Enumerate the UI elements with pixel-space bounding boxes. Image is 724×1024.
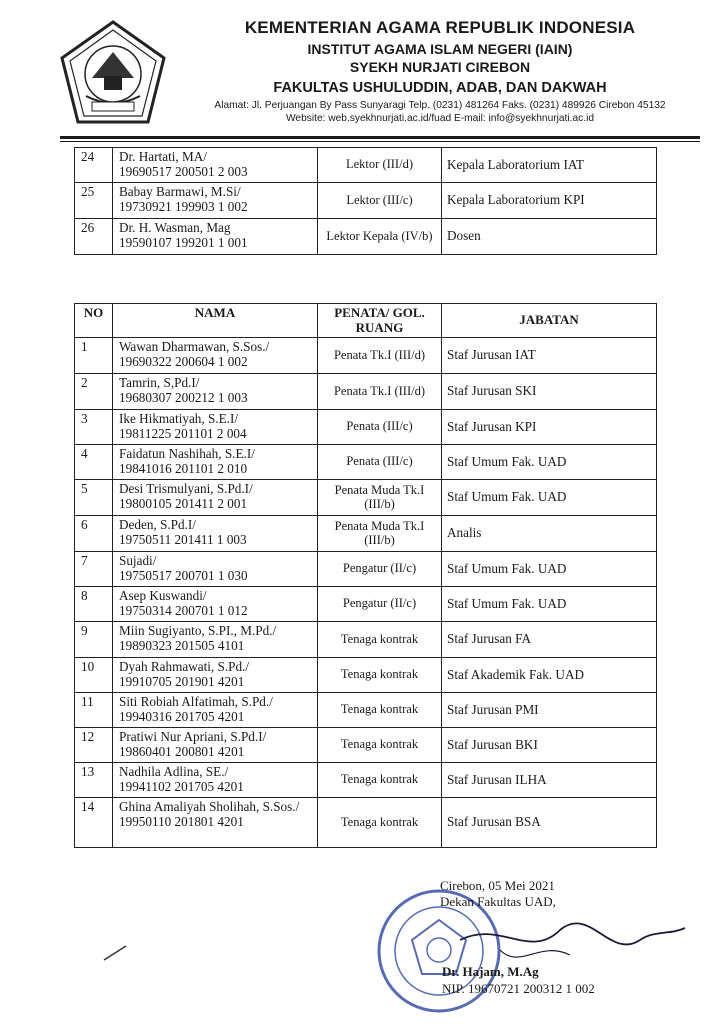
employee-nip: 19690517 200501 2 003: [119, 163, 248, 179]
header-no: NO: [75, 304, 113, 338]
table-row: [75, 516, 657, 552]
employee-name: Siti Robiah Alfatimah, S.Pd./: [119, 694, 273, 709]
row-name-cell: [113, 693, 318, 728]
position-cell: Analis: [442, 516, 657, 552]
table-row: [75, 338, 657, 374]
employee-nip: 19690322 200604 1 002: [119, 353, 248, 369]
table-row: [75, 763, 657, 798]
employee-nip: 19941102 201705 4201: [119, 778, 244, 794]
rank-cell: Penata Muda Tk.I (III/b): [318, 480, 442, 516]
rank-cell: Tenaga kontrak: [318, 798, 442, 848]
row-name-cell: [113, 622, 318, 658]
row-number: 8: [75, 587, 113, 622]
position-cell: Staf Jurusan IAT: [442, 338, 657, 374]
table-row: [75, 219, 657, 255]
rank-cell: Tenaga kontrak: [318, 728, 442, 763]
letterhead-divider: [60, 136, 700, 139]
row-name-cell: [113, 445, 318, 480]
signer-role: Dekan Fakultas UAD,: [440, 894, 556, 909]
rank-cell: Penata Tk.I (III/d): [318, 338, 442, 374]
header-rank: PENATA/ GOL. RUANG: [318, 304, 442, 338]
signer-nip: NIP. 19670721 200312 1 002: [442, 981, 595, 996]
employee-nip: 19890323 201505 4101: [119, 637, 245, 653]
row-number: 5: [75, 480, 113, 516]
signer-name: Dr. Hajam, M.Ag: [442, 964, 539, 979]
position-cell: Staf Jurusan KPI: [442, 410, 657, 445]
lecturer-table: [74, 147, 657, 255]
row-name-cell: [113, 658, 318, 693]
position-cell: Staf Jurusan PMI: [442, 693, 657, 728]
table-header-row: [75, 304, 657, 338]
employee-nip: 19811225 201101 2 004: [119, 425, 247, 441]
row-number: 26: [75, 219, 113, 255]
row-name-cell: [113, 219, 318, 255]
row-name-cell: [113, 183, 318, 219]
table-row: [75, 693, 657, 728]
row-name-cell: [113, 728, 318, 763]
employee-nip: 19590107 199201 1 001: [119, 234, 248, 250]
row-name-cell: [113, 480, 318, 516]
letterhead: [190, 18, 690, 125]
employee-nip: 19750517 200701 1 030: [119, 567, 248, 583]
employee-nip: 19860401 200801 4201: [119, 743, 245, 759]
table-row: [75, 410, 657, 445]
employee-name: Sujadi/: [119, 553, 157, 568]
employee-name: Nadhila Adlina, SE./: [119, 764, 229, 779]
employee-name: Tamrin, S,Pd.I/: [119, 375, 200, 390]
row-number: 1: [75, 338, 113, 374]
rank-cell: Lektor (III/c): [318, 183, 442, 219]
position-cell: Kepala Laboratorium IAT: [442, 148, 657, 183]
row-name-cell: [113, 798, 318, 848]
row-number: 11: [75, 693, 113, 728]
employee-nip: 19910705 201901 4201: [119, 673, 245, 689]
position-cell: Staf Jurusan FA: [442, 622, 657, 658]
pen-mark-icon: [100, 940, 130, 964]
employee-nip: 19730921 199903 1 002: [119, 198, 248, 214]
rank-cell: Tenaga kontrak: [318, 763, 442, 798]
institute-logo-icon: [52, 18, 174, 130]
rank-cell: Pengatur (II/c): [318, 587, 442, 622]
position-cell: Staf Umum Fak. UAD: [442, 480, 657, 516]
table-row: [75, 148, 657, 183]
rank-cell: Penata (III/c): [318, 445, 442, 480]
row-number: 2: [75, 374, 113, 410]
table-row: [75, 587, 657, 622]
table-row: [75, 622, 657, 658]
row-number: 6: [75, 516, 113, 552]
rank-cell: Tenaga kontrak: [318, 658, 442, 693]
row-number: 10: [75, 658, 113, 693]
employee-name: Dr. Hartati, MA/: [119, 149, 207, 164]
website-line: Website: web.syekhnurjati.ac.id/fuad E-mail: info@syekhnurjati.ac.id: [286, 113, 594, 124]
position-cell: Staf Jurusan ILHA: [442, 763, 657, 798]
employee-nip: 19841016 201101 2 010: [119, 460, 248, 476]
employee-nip: 19750314 200701 1 012: [119, 602, 248, 618]
rank-cell: Penata (III/c): [318, 410, 442, 445]
position-cell: Staf Umum Fak. UAD: [442, 552, 657, 587]
table-row: [75, 728, 657, 763]
employee-name: Desi Trismulyani, S.Pd.I/: [119, 481, 253, 496]
place-date: Cirebon, 05 Mei 2021: [440, 878, 555, 893]
row-name-cell: [113, 552, 318, 587]
row-name-cell: [113, 763, 318, 798]
employee-name: Faidatun Nashihah, S.E.I/: [119, 446, 255, 461]
position-cell: Staf Jurusan BKI: [442, 728, 657, 763]
staff-table: [74, 303, 657, 848]
employee-nip: 19940316 201705 4201: [119, 708, 245, 724]
letterhead-divider-thin: [60, 141, 700, 142]
header-position: JABATAN: [442, 304, 657, 338]
row-number: 25: [75, 183, 113, 219]
employee-name: Ike Hikmatiyah, S.E.I/: [119, 411, 239, 426]
rank-cell: Tenaga kontrak: [318, 693, 442, 728]
employee-nip: 19750511 201411 1 003: [119, 531, 247, 547]
employee-name: Dyah Rahmawati, S.Pd./: [119, 659, 250, 674]
position-cell: Kepala Laboratorium KPI: [442, 183, 657, 219]
rank-cell: Penata Tk.I (III/d): [318, 374, 442, 410]
table-row: [75, 183, 657, 219]
table-row: [75, 374, 657, 410]
header-name: NAMA: [113, 304, 318, 338]
employee-nip: 19950110 201801 4201: [119, 813, 244, 829]
address-line: Alamat: Jl. Perjuangan By Pass Sunyaragi Telp. (0231) 481264 Faks. (0231) 489926 Cirebon 45132: [214, 100, 666, 111]
position-cell: Staf Jurusan BSA: [442, 798, 657, 848]
employee-nip: 19680307 200212 1 003: [119, 389, 248, 405]
position-cell: Dosen: [442, 219, 657, 255]
row-name-cell: [113, 148, 318, 183]
employee-name: Deden, S.Pd.I/: [119, 517, 196, 532]
row-number: 14: [75, 798, 113, 848]
table-row: [75, 480, 657, 516]
campus-name: SYEKH NURJATI CIREBON: [349, 59, 531, 75]
employee-name: Asep Kuswandi/: [119, 588, 207, 603]
rank-cell: Lektor (III/d): [318, 148, 442, 183]
table-row: [75, 658, 657, 693]
employee-name: Babay Barmawi, M.Si/: [119, 184, 241, 199]
row-number: 3: [75, 410, 113, 445]
row-number: 24: [75, 148, 113, 183]
table-row: [75, 445, 657, 480]
signature-block: [440, 878, 595, 996]
row-number: 13: [75, 763, 113, 798]
rank-cell: Penata Muda Tk.I (III/b): [318, 516, 442, 552]
position-cell: Staf Jurusan SKI: [442, 374, 657, 410]
position-cell: Staf Umum Fak. UAD: [442, 445, 657, 480]
rank-cell: Lektor Kepala (IV/b): [318, 219, 442, 255]
row-name-cell: [113, 587, 318, 622]
employee-name: Pratiwi Nur Apriani, S.Pd.I/: [119, 729, 267, 744]
row-name-cell: [113, 516, 318, 552]
row-name-cell: [113, 374, 318, 410]
row-name-cell: [113, 338, 318, 374]
faculty-name: FAKULTAS USHULUDDIN, ADAB, DAN DAKWAH: [273, 80, 607, 96]
employee-nip: 19800105 201411 2 001: [119, 495, 248, 511]
ministry-name: KEMENTERIAN AGAMA REPUBLIK INDONESIA: [244, 18, 636, 37]
position-cell: Staf Umum Fak. UAD: [442, 587, 657, 622]
row-number: 4: [75, 445, 113, 480]
row-number: 12: [75, 728, 113, 763]
row-number: 7: [75, 552, 113, 587]
institute-name: INSTITUT AGAMA ISLAM NEGERI (IAIN): [307, 41, 573, 57]
table-row: [75, 798, 657, 848]
position-cell: Staf Akademik Fak. UAD: [442, 658, 657, 693]
rank-cell: Pengatur (II/c): [318, 552, 442, 587]
rank-cell: Tenaga kontrak: [318, 622, 442, 658]
row-number: 9: [75, 622, 113, 658]
employee-name: Wawan Dharmawan, S.Sos./: [119, 339, 270, 354]
employee-name: Ghina Amaliyah Sholihah, S.Sos./: [119, 799, 300, 814]
table-row: [75, 552, 657, 587]
row-name-cell: [113, 410, 318, 445]
employee-name: Dr. H. Wasman, Mag: [119, 220, 231, 235]
employee-name: Miin Sugiyanto, S.PI., M.Pd./: [119, 623, 277, 638]
